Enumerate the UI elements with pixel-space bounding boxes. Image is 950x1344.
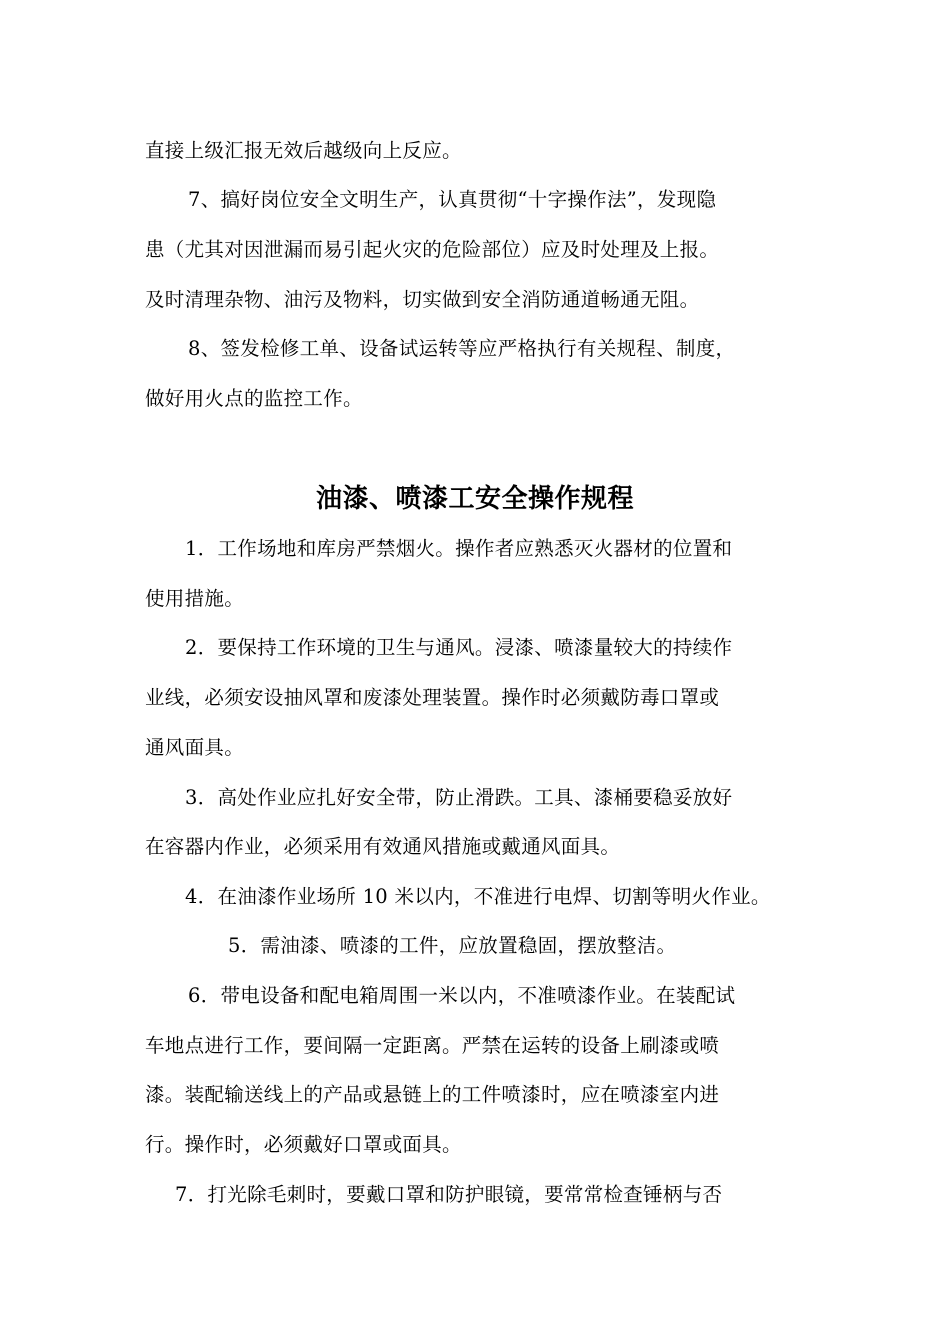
paragraph-line: 1．工作场地和库房严禁烟火。操作者应熟悉灭火器材的位置和 — [185, 537, 733, 560]
paragraph-line: 4．在油漆作业场所 10 米以内，不准进行电焊、切割等明火作业。 — [185, 885, 771, 908]
paragraph-line: 8、签发检修工单、设备试运转等应严格执行有关规程、制度， — [188, 337, 736, 360]
paragraph-line: 6．带电设备和配电箱周围一米以内，不准喷漆作业。在装配试 — [188, 984, 736, 1007]
paragraph-line: 通风面具。 — [145, 736, 245, 759]
paragraph-line: 做好用火点的监控工作。 — [145, 387, 363, 410]
paragraph-line: 及时清理杂物、油污及物料，切实做到安全消防通道畅通无阻。 — [145, 288, 700, 311]
section-title: 油漆、喷漆工安全操作规程 — [315, 484, 634, 514]
paragraph-line: 患（尤其对因泄漏而易引起火灾的危险部位）应及时处理及上报。 — [145, 238, 720, 261]
paragraph-line: 漆。装配输送线上的产品或悬链上的工件喷漆时，应在喷漆室内进 — [145, 1083, 720, 1106]
paragraph-line: 7、搞好岗位安全文明生产，认真贯彻“十字操作法”，发现隐 — [188, 188, 717, 211]
paragraph-line: 5．需油漆、喷漆的工件，应放置稳固，摆放整洁。 — [228, 934, 677, 957]
paragraph-line: 在容器内作业，必须采用有效通风措施或戴通风面具。 — [145, 835, 621, 858]
paragraph-line: 直接上级汇报无效后越级向上反应。 — [145, 139, 462, 162]
paragraph-line: 3．高处作业应扎好安全带，防止滑跌。工具、漆桶要稳妥放好 — [185, 786, 733, 809]
paragraph-line: 2．要保持工作环境的卫生与通风。浸漆、喷漆量较大的持续作 — [185, 636, 733, 659]
paragraph-line: 车地点进行工作，要间隔一定距离。严禁在运转的设备上刷漆或喷 — [145, 1034, 720, 1057]
paragraph-line: 行。操作时，必须戴好口罩或面具。 — [145, 1133, 462, 1156]
paragraph-line: 7．打光除毛刺时，要戴口罩和防护眼镜，要常常检查锤柄与否 — [175, 1183, 723, 1206]
paragraph-line: 使用措施。 — [145, 587, 245, 610]
paragraph-line: 业线，必须安设抽风罩和废漆处理装置。操作时必须戴防毒口罩或 — [145, 686, 720, 709]
